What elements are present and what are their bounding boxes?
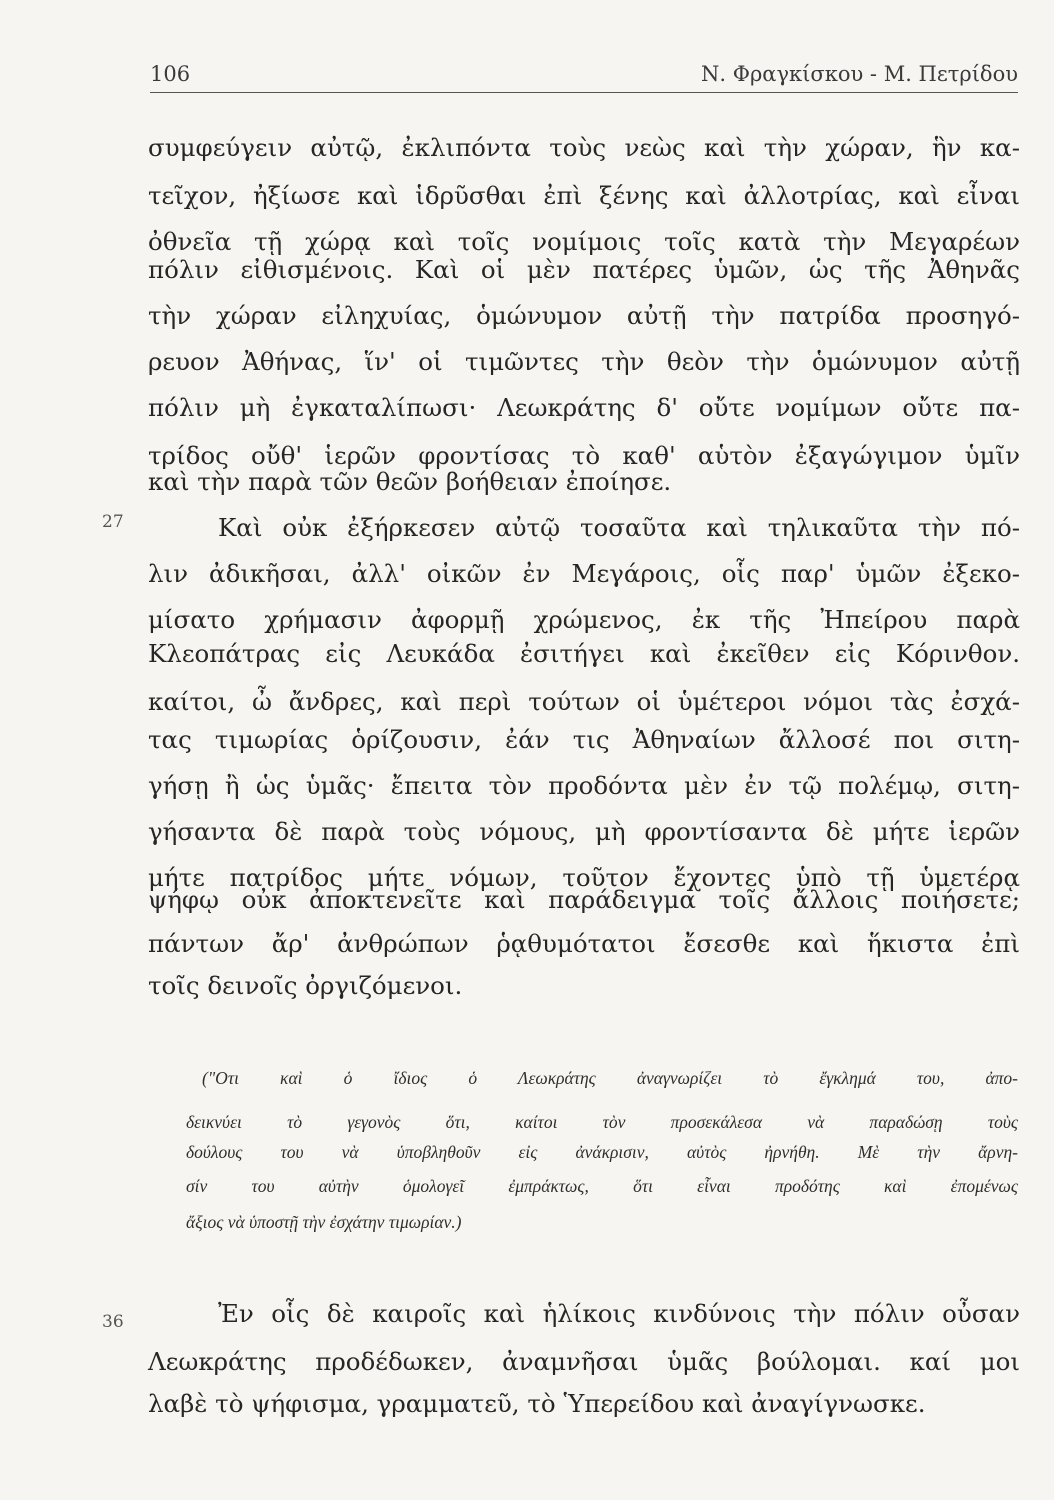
- text-line: πάντων ἄρ' ἀνθρώπων ῥᾳθυμότατοι ἔσεσθε καὶ ἥκιστα ἐπὶ: [148, 929, 1020, 958]
- text-line: Καὶ οὐκ ἐξήρκεσεν αὐτῷ τοσαῦτα καὶ τηλικαῦτα τὴν πό-: [218, 513, 1020, 542]
- text-line: ψήφῳ οὐκ ἀποκτενεῖτε καὶ παράδειγμα τοῖς ἄλλοις ποιήσετε;: [148, 885, 1020, 914]
- text-line: ρευον Ἀθήνας, ἵν' οἱ τιμῶντες τὴν θεὸν τὴν ὁμώνυμον αὐτῇ: [148, 347, 1020, 376]
- note-line: σίν του αὐτὴν ὁμολογεῖ ἐμπράκτως, ὅτι εἶναι προδότης καὶ ἐπομένως: [186, 1176, 1018, 1196]
- text-line: λαβὲ τὸ ψήφισμα, γραμματεῦ, τὸ Ὑπερείδου καὶ ἀναγίγνωσκε.: [148, 1389, 926, 1418]
- text-line: μίσατο χρήμασιν ἀφορμῇ χρώμενος, ἐκ τῆς Ἠπείρου παρὰ: [148, 605, 1020, 634]
- text-line: τας τιμωρίας ὁρίζουσιν, ἐάν τις Ἀθηναίων ἄλλοσέ ποι σιτη-: [148, 725, 1020, 754]
- text-line: πόλιν εἰθισμένοις. Καὶ οἱ μὲν πατέρες ὑμῶν, ὡς τῆς Ἀθηνᾶς: [148, 255, 1020, 284]
- running-header: [150, 58, 1018, 93]
- text-line: ὀθνεῖα τῇ χώρᾳ καὶ τοῖς νομίμοις τοῖς κατὰ τὴν Μεγαρέων: [148, 227, 1020, 256]
- text-line: καίτοι, ὦ ἄνδρες, καὶ περὶ τούτων οἱ ὑμέτεροι νόμοι τὰς ἐσχά-: [148, 687, 1020, 716]
- note-line: ἄξιος νὰ ὑποστῇ τὴν ἐσχάτην τιμωρίαν.): [186, 1212, 462, 1232]
- note-line: ("Οτι καὶ ὁ ἴδιος ὁ Λεωκράτης ἀναγνωρίζει τὸ ἔγκλημά του, ἀπο-: [202, 1068, 1018, 1088]
- text-line: Ἐν οἷς δὲ καιροῖς καὶ ἡλίκοις κινδύνοις τὴν πόλιν οὖσαν: [218, 1299, 1020, 1328]
- text-line: καὶ τὴν παρὰ τῶν θεῶν βοήθειαν ἐποίησε.: [148, 467, 672, 496]
- note-line: δούλους του νὰ ὑποβληθοῦν εἰς ἀνάκρισιν, αὐτὸς ἠρνήθη. Μὲ τὴν ἄρνη-: [186, 1142, 1018, 1162]
- text-line: τὴν χώραν εἰληχυίας, ὁμώνυμον αὐτῇ τὴν πατρίδα προσηγό-: [148, 301, 1020, 330]
- text-line: γήσαντα δὲ παρὰ τοὺς νόμους, μὴ φροντίσαντα δὲ μήτε ἱερῶν: [148, 817, 1020, 846]
- margin-line-number: 36: [102, 1312, 124, 1332]
- text-line: Λεωκράτης προδέδωκεν, ἀναμνῆσαι ὑμᾶς βούλομαι. καί μοι: [148, 1347, 1020, 1376]
- running-title: Ν. Φραγκίσκου - Μ. Πετρίδου: [701, 62, 1018, 86]
- text-line: τοῖς δεινοῖς ὀργιζόμενοι.: [148, 971, 463, 1000]
- text-line: πόλιν μὴ ἐγκαταλίπωσι· Λεωκράτης δ' οὔτε νομίμων οὔτε πα-: [148, 393, 1020, 422]
- note-line: δεικνύει τὸ γεγονὸς ὅτι, καίτοι τὸν προσεκάλεσα νὰ παραδώσῃ τοὺς: [186, 1112, 1018, 1132]
- text-line: τεῖχον, ἠξίωσε καὶ ἱδρῦσθαι ἐπὶ ξένης καὶ ἀλλοτρίας, καὶ εἶναι: [148, 181, 1020, 210]
- text-line: Κλεοπάτρας εἰς Λευκάδα ἐσιτήγει καὶ ἐκεῖθεν εἰς Κόρινθον.: [148, 639, 1020, 668]
- text-line: συμφεύγειν αὐτῷ, ἐκλιπόντα τοὺς νεὼς καὶ τὴν χώραν, ἣν κα-: [148, 133, 1020, 162]
- text-line: γήσῃ ἢ ὡς ὑμᾶς· ἔπειτα τὸν προδόντα μὲν ἐν τῷ πολέμῳ, σιτη-: [148, 771, 1020, 800]
- page-number: 106: [150, 62, 191, 86]
- text-line: λιν ἀδικῆσαι, ἀλλ' οἰκῶν ἐν Μεγάροις, οἷς παρ' ὑμῶν ἐξεκο-: [148, 559, 1020, 588]
- text-line: τρίδος οὔθ' ἱερῶν φροντίσας τὸ καθ' αὑτὸν ἐξαγώγιμον ὑμῖν: [148, 441, 1020, 470]
- text-line: μήτε πατρίδος μήτε νόμων, τοῦτον ἔχοντες ὑπὸ τῇ ὑμετέρᾳ: [148, 863, 1020, 892]
- margin-line-number: 27: [102, 512, 124, 532]
